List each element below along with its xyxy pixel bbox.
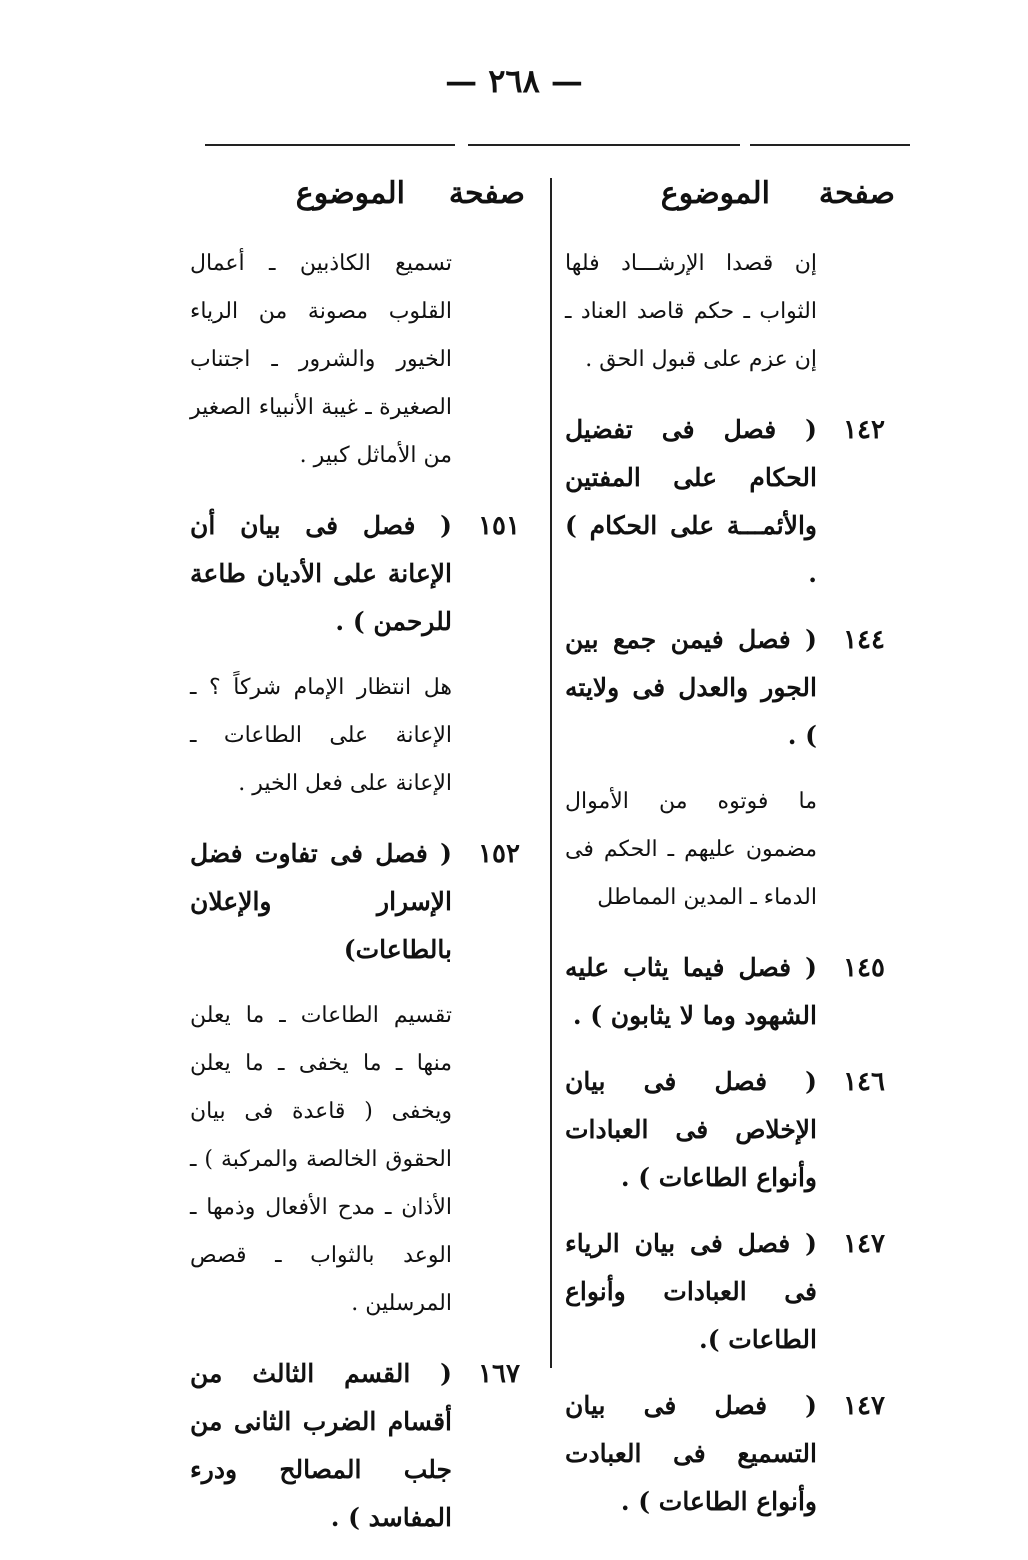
entry-title: ( فصل فى تفاوت فضل الإسرار والإعلان بالطاعات): [190, 839, 452, 964]
index-subtopics: تسميع الكاذبين ـ أعمال القلوب مصونة من الرياء الخيور والشرور ـ اجتناب الصغيرة ـ غيبة الأنبياء الصغير من الأماثل كبير .: [190, 251, 452, 468]
index-entry: [565, 1220, 885, 1364]
column-divider: [550, 178, 552, 1368]
header-rule-middle: [468, 144, 740, 146]
entry-title: ( فصل فى تفضيل الحكام على المفتين والأئمـــة على الحكام ) .: [565, 415, 817, 588]
entry-title: ( فصل فيما يثاب عليه الشهود وما لا يثابون ) .: [565, 953, 817, 1030]
entry-page-number: ١٤٢: [843, 415, 885, 445]
entry-title: ( القسم الثالث من أقسام الضرب الثانى من جلب المصالح ودرء المفاسد ) .: [190, 1359, 452, 1532]
index-entry: [565, 944, 885, 1040]
page-number: — ٢٦٨ —: [445, 62, 583, 100]
index-entry: [565, 1058, 885, 1202]
right-column-header: [580, 176, 895, 220]
index-entry: [565, 616, 885, 760]
header-rule-left: [205, 144, 455, 146]
entry-title: ( فصل فى بيان الإخلاص فى العبادات وأنواع الطاعات ) .: [565, 1067, 817, 1192]
index-subtopics: هل انتظار الإمام شركاً ؟ ـ الإعانة على الطاعات ـ الإعانة على فعل الخير .: [190, 675, 452, 796]
entry-title: ( فصل فى بيان أن الإعانة على الأديان طاعة للرحمن ) .: [190, 511, 452, 636]
index-entry: [565, 1382, 885, 1526]
topic-label: الموضوع: [660, 176, 770, 211]
index-subtopics: تقسيم الطاعات ـ ما يعلن منها ـ ما يخفى ـ ما يعلن ويخفى ( قاعدة فى بيان الحقوق الخالصة والمركبة ) ـ الأذان ـ مدح الأفعال وذمها ـ الوعد بالثواب ـ قصص المرسلين .: [190, 1003, 452, 1316]
entry-page-number: ١٥٢: [478, 839, 520, 869]
page-label: صفحة: [448, 176, 525, 211]
right-column: [565, 240, 885, 1544]
entry-page-number: ١٦٧: [478, 1359, 520, 1389]
index-entry: [190, 1350, 520, 1542]
left-column: [190, 240, 520, 1560]
entry-page-number: ١٤٧: [843, 1391, 885, 1421]
index-subtopics: ما فوتوه من الأموال مضمون عليهم ـ الحكم فى الدماء ـ المدين المماطل: [565, 789, 817, 910]
index-subtopics: إن قصدا الإرشـــاد فلها الثواب ـ حكم قاصد العناد ـ إن عزم على قبول الحق .: [565, 251, 817, 372]
page-label: صفحة: [818, 176, 895, 211]
entry-title: ( فصل فى بيان الرياء فى العبادات وأنواع الطاعات ).: [565, 1229, 817, 1354]
entry-title: ( فصل فيمن جمع بين الجور والعدل فى ولايته ) .: [565, 625, 817, 750]
entry-page-number: ١٤٦: [843, 1067, 885, 1097]
index-entry: [565, 406, 885, 598]
entry-page-number: ١٤٧: [843, 1229, 885, 1259]
index-entry: [190, 830, 520, 974]
header-rule-right: [750, 144, 910, 146]
topic-label: الموضوع: [295, 176, 405, 211]
entry-page-number: ١٤٥: [843, 953, 885, 983]
entry-title: ( فصل فى بيان التسميع فى العبادت وأنواع الطاعات ) .: [565, 1391, 817, 1516]
entry-page-number: ١٥١: [478, 511, 520, 541]
index-entry: [190, 502, 520, 646]
left-column-header: [295, 176, 525, 220]
entry-page-number: ١٤٤: [843, 625, 885, 655]
